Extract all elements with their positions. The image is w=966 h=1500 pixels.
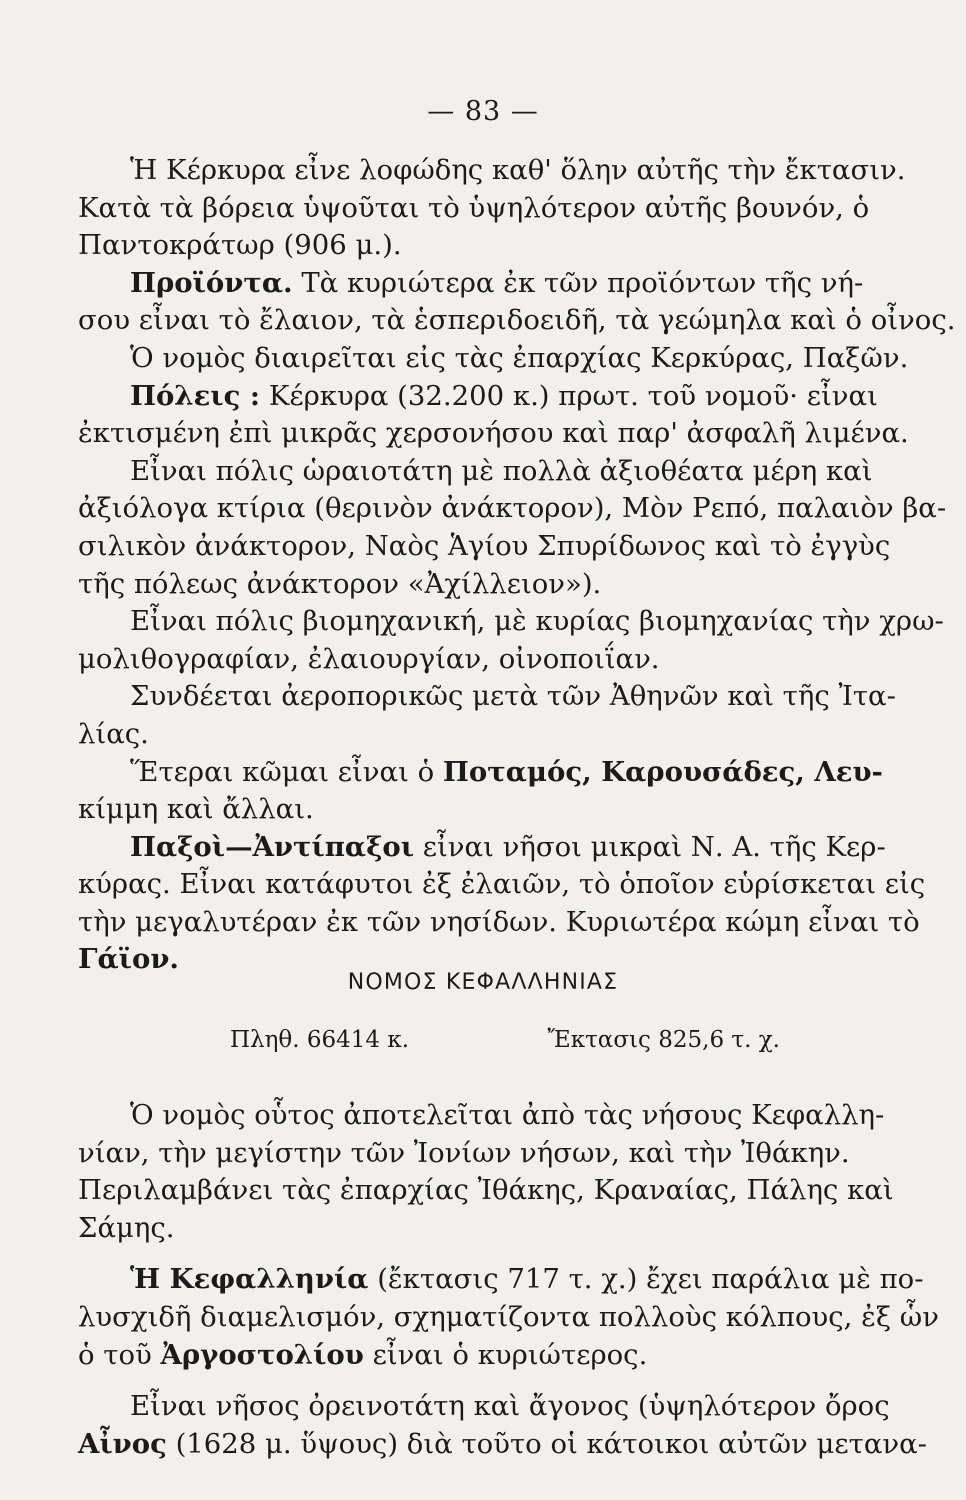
area-stat: Ἔκτασις 825,6 τ. χ.: [547, 1027, 780, 1053]
text-line: ἐκτισμένη ἐπὶ μικρᾶς χερσονήσου καὶ παρ' ἀσφαλῆ λιμένα.: [78, 417, 909, 450]
text-line: Σάμης.: [78, 1211, 175, 1244]
section-heading: ΝΟΜΟΣ ΚΕΦΑΛΛΗΝΙΑΣ: [347, 970, 619, 995]
paxoi-line: [78, 829, 886, 867]
page-number: — 83 —: [427, 96, 539, 127]
text-span: (ἔκτασις 717 τ. χ.) ἔχει παράλια μὲ πο-: [377, 1263, 924, 1296]
text-span: εἶναι νῆσοι μικραὶ Ν. Α. τῆς Κερ-: [422, 830, 886, 863]
paxoi-label: Παξοὶ—Ἀντίπαξοι: [130, 830, 415, 863]
island-name: Ἡ Κεφαλληνία: [130, 1263, 369, 1296]
text-line: κίμμη καὶ ἄλλαι.: [78, 793, 314, 826]
paragraph-gap: [78, 1247, 840, 1261]
text-line: Ὁ νομὸς διαιρεῖται εἰς τὰς ἐπαρχίας Κερκύρας, Παξῶν.: [130, 341, 909, 374]
products-label: Προϊόντα.: [130, 266, 293, 299]
text-line: Ὁ νομὸς οὗτος ἀποτελεῖται ἀπὸ τὰς νήσους Κεφαλλη-: [130, 1099, 885, 1131]
argostoli-line: [78, 1337, 840, 1375]
villages-line: [78, 754, 883, 792]
text-line: σου εἶναι τὸ ἔλαιον, τὰ ἑσπεριδοειδῆ, τὰ γεώμηλα καὶ ὁ οἶνος.: [78, 304, 956, 337]
text-line: λυσχιδῆ διαμελισμόν, σχηματίζοντα πολλοὺς κόλπους, ἐξ ὧν: [78, 1300, 939, 1333]
text-line: Ἡ Κέρκυρα εἶνε λοφώδης καθ' ὅλην αὐτῆς τὴν ἔκτασιν.: [130, 154, 906, 186]
text-line: Εἶναι πόλις βιομηχανική, μὲ κυρίας βιομηχανίας τὴν χρω-: [130, 605, 944, 638]
ainos-line: [78, 1426, 927, 1464]
kefallinia-section: [78, 1097, 939, 1463]
text-span: ὁ τοῦ: [78, 1338, 152, 1371]
island-line: [78, 1261, 924, 1299]
cities-label: Πόλεις :: [130, 379, 261, 412]
text-line: Παντοκράτωρ (906 μ.).: [78, 229, 402, 262]
paragraph-gap: [78, 1374, 840, 1388]
text-span: Ἕτεραι κῶμαι εἶναι ὁ: [130, 755, 435, 788]
text-line: νίαν, τὴν μεγίστην τῶν Ἰονίων νήσων, καὶ τὴν Ἰθάκην.: [78, 1136, 850, 1169]
text-span: εἶναι ὁ κυριώτερος.: [372, 1338, 648, 1371]
corfu-section: [78, 152, 956, 979]
products-line: [78, 265, 864, 303]
gaios-word: Γάϊον.: [78, 943, 179, 976]
stats-line: [230, 1027, 780, 1053]
text-span: (1628 μ. ὕψους) διὰ τοῦτο οἱ κάτοικοι αὐτῶν μετανα-: [175, 1427, 927, 1460]
text-line: σιλικὸν ἀνάκτορον, Ναὸς Ἁγίου Σπυρίδωνος καὶ τὸ ἐγγὺς: [78, 529, 891, 562]
ainos-name: Αἶνος: [78, 1427, 167, 1460]
text-line: ἀξιόλογα κτίρια (θερινὸν ἀνάκτορον), Μὸν Ρεπό, παλαιὸν βα-: [78, 492, 947, 525]
argostoli-name: Ἀργοστολίου: [160, 1338, 364, 1371]
text-line: Περιλαμβάνει τὰς ἐπαρχίας Ἰθάκης, Κραναίας, Πάλης καὶ: [78, 1174, 894, 1207]
cities-line: [78, 378, 878, 416]
text-span: Τὰ κυριώτερα ἐκ τῶν προϊόντων τῆς νή-: [301, 266, 864, 299]
villages-names: Ποταμός, Καρουσάδες, Λευ-: [442, 755, 883, 788]
text-line: Εἶναι πόλις ὡραιοτάτη μὲ πολλὰ ἀξιοθέατα μέρη καὶ: [130, 454, 873, 487]
text-line: Συνδέεται ἀεροπορικῶς μετὰ τῶν Ἀθηνῶν καὶ τῆς Ἰτα-: [130, 680, 896, 713]
text-line: Εἶναι νῆσος ὀρεινοτάτη καὶ ἄγονος (ὑψηλότερον ὄρος: [130, 1390, 890, 1423]
text-line: τῆς πόλεως ἀνάκτορον «Ἀχίλλειον»).: [78, 567, 602, 600]
population-stat: Πληθ. 66414 κ.: [230, 1027, 410, 1053]
text-span: Κέρκυρα (32.200 κ.) πρωτ. τοῦ νομοῦ· εἶναι: [268, 379, 878, 412]
text-line: κύρας. Εἶναι κατάφυτοι ἐξ ἐλαιῶν, τὸ ὁποῖον εὑρίσκεται εἰς: [78, 868, 926, 901]
text-line: τὴν μεγαλυτέραν ἐκ τῶν νησίδων. Κυριωτέρα κώμη εἶναι τὸ: [78, 905, 920, 938]
text-line: Κατὰ τὰ βόρεια ὑψοῦται τὸ ὑψηλότερον αὐτῆς βουνόν, ὁ: [78, 191, 870, 224]
text-line: μολιθογραφίαν, ἐλαιουργίαν, οἰνοποιΐαν.: [78, 642, 660, 675]
text-line: λίας.: [78, 717, 149, 750]
